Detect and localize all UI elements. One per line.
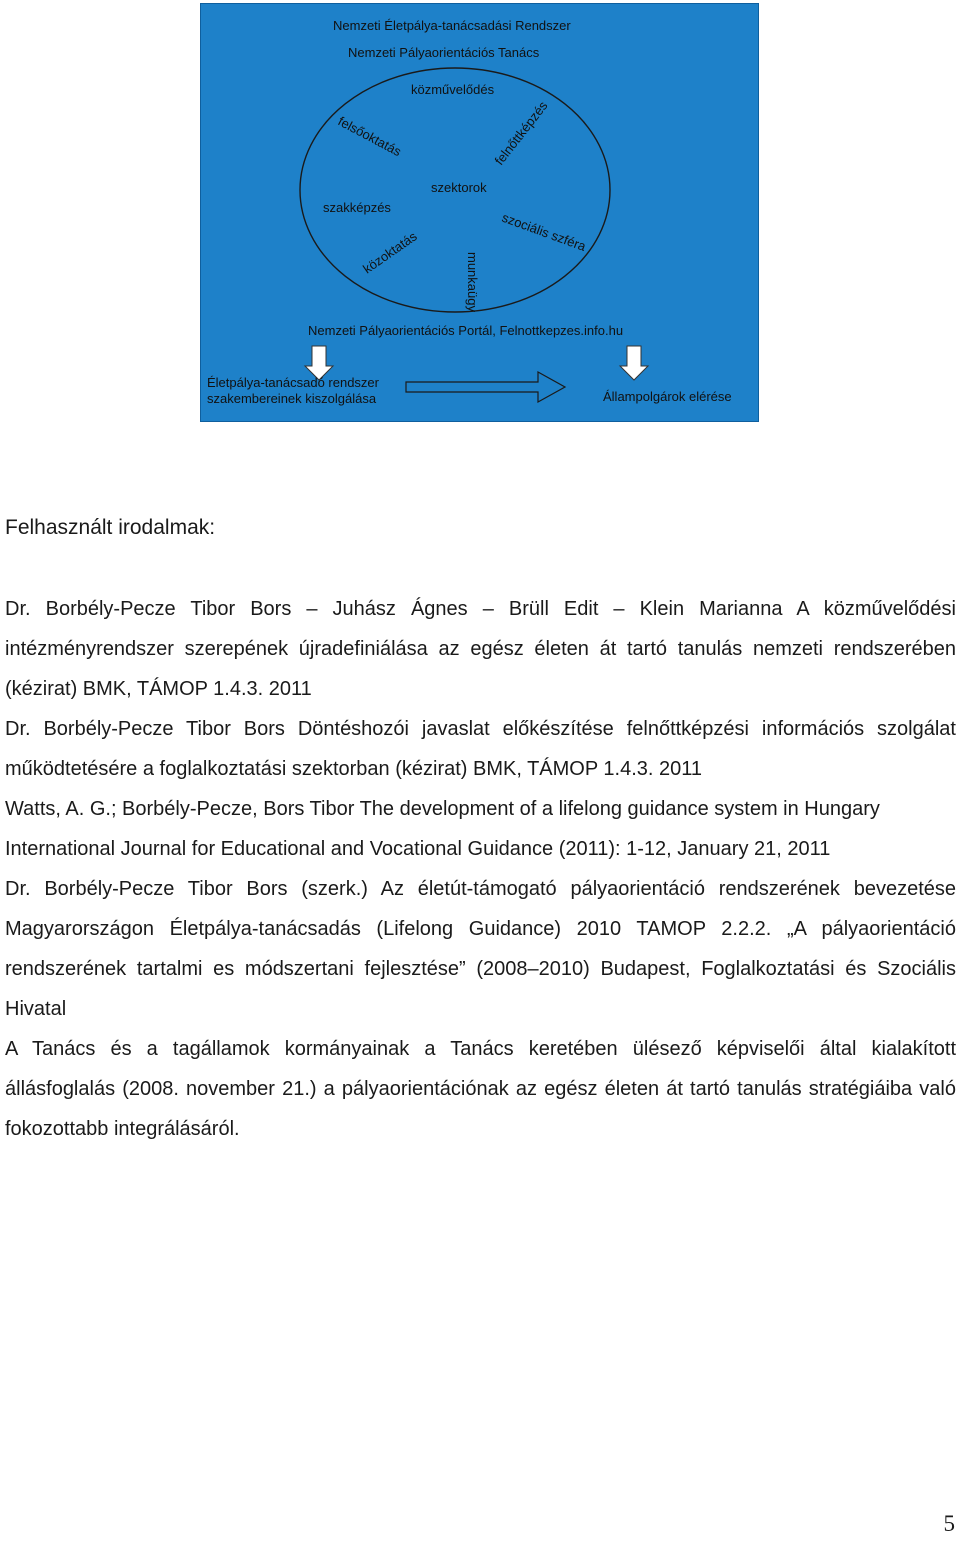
down-arrow-icon <box>620 346 648 380</box>
left-service-line1: Életpálya-tanácsadó rendszer <box>207 375 379 390</box>
left-service-line2: szakembereinek kiszolgálása <box>207 391 377 406</box>
sector-szocialis: szociális szféra <box>499 209 588 254</box>
reference-item: Dr. Borbély-Pecze Tibor Bors (szerk.) Az életút-támogató pályaorientáció rendszerének bevezetése Magyarországon Életpálya-tanácsadás (Lifelong Guidance) 2010 TAMOP 2.2.2. „A pályaorientáció rendszerének tartalmi es módszertani fejlesztése” (2008–2010) Budapest, Foglalkoztatási és Szociális Hivatal <box>5 878 956 1020</box>
sector-szektorok: szektorok <box>431 180 487 195</box>
reference-item: International Journal for Educational and Vocational Guidance (2011): 1-12, January 21, 2011 <box>5 838 831 860</box>
portal-label: Nemzeti Pályaorientációs Portál, Felnottkepzes.info.hu <box>308 323 624 338</box>
right-service-label: Állampolgárok elérése <box>603 389 732 404</box>
sector-felnottkepzes: felnőttképzés <box>491 98 551 168</box>
references-heading: Felhasznált irodalmak: <box>5 516 216 539</box>
reference-item: Dr. Borbély-Pecze Tibor Bors – Juhász Ágnes – Brüll Edit – Klein Marianna A közművelődési intézményrendszer szerepének újradefiniálása az egész életen át tartó tanulás nemzeti rendszerében (kézirat) BMK, TÁMOP 1.4.3. 2011 <box>5 598 956 700</box>
sector-kozoktatas: közoktatás <box>360 228 420 277</box>
sector-felsooktatas: felsőoktatás <box>335 113 404 160</box>
sector-szakkepzes: szakképzés <box>323 200 391 215</box>
guidance-system-diagram <box>200 3 759 422</box>
reference-item: Watts, A. G.; Borbély-Pecze, Bors Tibor The development of a lifelong guidance system in Hungary <box>5 798 880 820</box>
reference-item: Dr. Borbély-Pecze Tibor Bors Döntéshozói javaslat előkészítése felnőttképzési információs szolgálat működtetésére a foglalkoztatási szektorban (kézirat) BMK, TÁMOP 1.4.3. 2011 <box>5 718 956 780</box>
diagram-canvas <box>201 4 760 423</box>
reference-item: A Tanács és a tagállamok kormányainak a Tanács keretében ülésező képviselői által kialakított állásfoglalás (2008. november 21.) a pályaorientációnak az egész életen át tartó tanulás stratégiáiba való fokozottabb integrálásáról. <box>5 1038 956 1140</box>
system-title: Nemzeti Életpálya-tanácsadási Rendszer <box>333 18 571 33</box>
sector-kozmuvelodes: közművelődés <box>411 82 495 97</box>
right-arrow-icon <box>406 372 565 402</box>
page-number: 5 <box>943 1511 955 1536</box>
sector-munkaugy: munkaügy <box>465 252 480 312</box>
references-list <box>5 589 956 1149</box>
council-title: Nemzeti Pályaorientációs Tanács <box>348 45 540 60</box>
